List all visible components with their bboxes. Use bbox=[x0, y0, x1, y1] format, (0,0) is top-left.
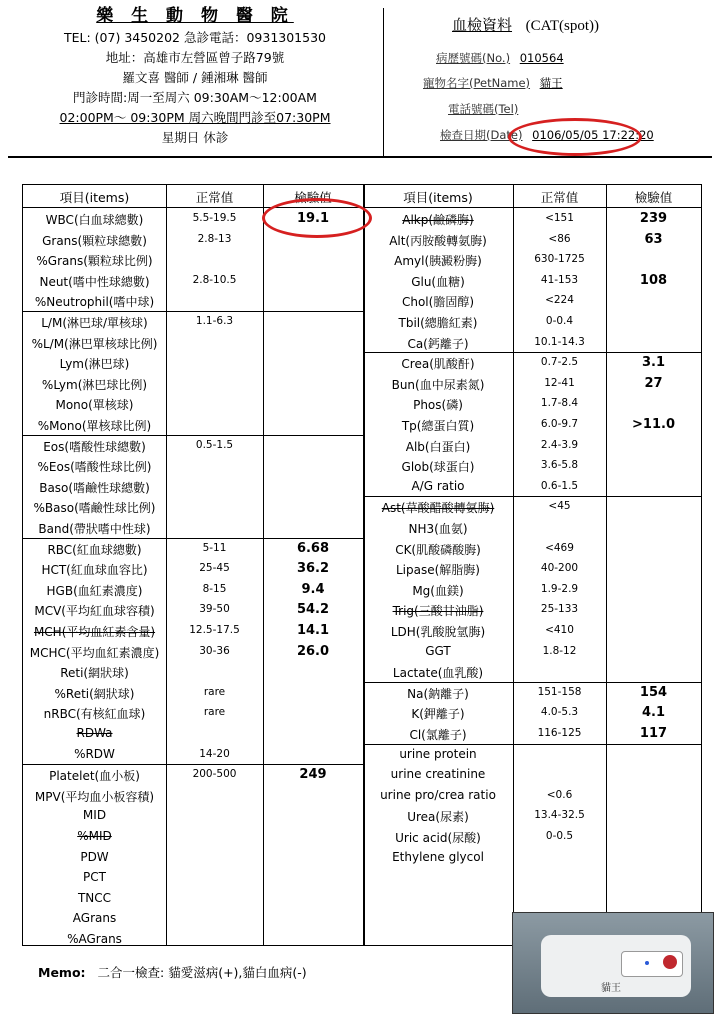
test-item-name: Tbil(總膽紅素) bbox=[398, 316, 478, 330]
clinic-phone: TEL: (07) 3450202 急診電話：0931301530 bbox=[64, 30, 326, 45]
test-item-name: Cl(氯離子) bbox=[409, 728, 467, 742]
test-item-name: %RDW bbox=[74, 746, 115, 761]
test-item-name: AGrans bbox=[72, 911, 117, 926]
test-item-name: %Baso(嗜鹼性球比例) bbox=[33, 501, 156, 516]
clinic-address: 地址：高雄市左營區曾子路79號 bbox=[105, 50, 285, 65]
test-result-value: 14.1 bbox=[296, 623, 330, 638]
section-rule bbox=[23, 311, 363, 312]
date-highlight-circle bbox=[508, 118, 642, 156]
column-header-value: 檢驗值 bbox=[634, 190, 673, 205]
test-item-name: Tp(總蛋白質) bbox=[401, 419, 475, 433]
normal-range: 1.7-8.4 bbox=[540, 397, 579, 410]
test-item-name: nRBC(有核紅血球) bbox=[43, 707, 146, 722]
test-item-name: L/M(淋巴球/單核球) bbox=[41, 316, 148, 330]
tel-label: 電話號碼(Tel) bbox=[448, 102, 519, 116]
column-divider bbox=[606, 185, 607, 945]
normal-range: <469 bbox=[545, 541, 574, 554]
normal-range: <45 bbox=[548, 500, 571, 513]
header-rule bbox=[8, 156, 712, 158]
normal-range: 10.1-14.3 bbox=[534, 335, 585, 348]
normal-range: 25-45 bbox=[199, 562, 230, 575]
column-header-items: 項目(items) bbox=[403, 190, 473, 205]
test-item-name: Urea(尿素) bbox=[407, 810, 469, 825]
test-item-name: Reti(網狀球) bbox=[60, 666, 129, 681]
normal-range: rare bbox=[203, 685, 226, 698]
test-item-name: A/G ratio bbox=[411, 478, 465, 493]
test-item-name: %Eos(嗜酸性球比例) bbox=[37, 460, 152, 475]
test-item-name: Chol(膽固醇) bbox=[401, 295, 475, 310]
test-item-name: Na(鈉離子) bbox=[407, 686, 469, 701]
test-kit-photo bbox=[512, 912, 714, 1014]
normal-range: rare bbox=[203, 706, 226, 719]
test-item-name: Trig(三酸甘油脂) bbox=[392, 604, 484, 619]
normal-range: 12-41 bbox=[544, 376, 575, 389]
clinic-doctors: 羅文喜 醫師 / 鍾湘琳 醫師 bbox=[122, 70, 268, 85]
normal-range: 4.0-5.3 bbox=[540, 706, 579, 719]
normal-range: 12.5-17.5 bbox=[189, 624, 240, 636]
test-item-name: MPV(平均血小板容積) bbox=[34, 789, 155, 804]
section-rule bbox=[363, 744, 701, 745]
normal-range: <0.6 bbox=[546, 788, 573, 801]
normal-range: 13.4-32.5 bbox=[534, 809, 585, 822]
test-item-name: Lipase(解脂脢) bbox=[396, 563, 480, 578]
test-item-name: LDH(乳酸脫氫脢) bbox=[390, 625, 486, 639]
test-result-value: 9.4 bbox=[301, 581, 325, 597]
section-rule bbox=[23, 538, 363, 539]
test-result-value: 154 bbox=[639, 684, 668, 700]
normal-range: 151-158 bbox=[537, 685, 582, 698]
column-header-normal: 正常值 bbox=[540, 190, 579, 205]
test-result-value: 63 bbox=[644, 231, 663, 247]
test-item-name: Glu(血糖) bbox=[411, 274, 465, 289]
test-item-name: urine protein bbox=[399, 746, 477, 761]
test-item-name: %Lym(淋巴球比例) bbox=[41, 377, 148, 392]
column-header-items: 項目(items) bbox=[59, 190, 130, 205]
test-item-name: CK(肌酸磷酸脢) bbox=[395, 542, 481, 557]
test-result-value: 117 bbox=[639, 726, 668, 741]
test-item-name: Crea(肌酸酐) bbox=[401, 357, 475, 372]
normal-range: 2.8-13 bbox=[197, 232, 232, 245]
test-item-name: %L/M(淋巴單核球比例) bbox=[31, 336, 158, 351]
normal-range: 200-500 bbox=[192, 768, 237, 781]
clinic-header bbox=[20, 4, 370, 148]
normal-range: 25-133 bbox=[540, 603, 579, 616]
test-result-value: 249 bbox=[299, 767, 327, 783]
section-rule bbox=[363, 352, 701, 353]
clinic-name: 樂 生 動 物 醫 院 bbox=[96, 6, 294, 26]
test-item-name: Mono(單核球) bbox=[55, 398, 134, 413]
test-item-name: %Neutrophil(嗜中球) bbox=[34, 295, 155, 310]
normal-range: 0.6-1.5 bbox=[540, 479, 579, 492]
test-item-name: PDW bbox=[80, 849, 109, 864]
test-item-name: %Reti(網狀球) bbox=[54, 686, 135, 701]
test-item-name: Alb(白蛋白) bbox=[405, 439, 471, 454]
test-result-value: 36.2 bbox=[296, 561, 330, 577]
pet-label: 寵物名字(PetName) bbox=[423, 76, 531, 90]
normal-range: 2.8-10.5 bbox=[192, 273, 237, 286]
test-item-name: Band(帶狀嗜中性球) bbox=[38, 522, 151, 536]
test-item-name: Uric acid(尿酸) bbox=[395, 831, 481, 845]
wbc-highlight-circle bbox=[262, 198, 372, 238]
test-item-name: Eos(嗜酸性球總數) bbox=[43, 439, 146, 454]
normal-range: 39-50 bbox=[199, 603, 230, 616]
normal-range: 30-36 bbox=[199, 644, 230, 657]
test-item-name: Platelet(血小板) bbox=[49, 769, 140, 784]
normal-range: 2.4-3.9 bbox=[540, 438, 579, 451]
pet-value: 貓王 bbox=[539, 76, 563, 90]
lab-results-table bbox=[22, 184, 702, 946]
test-item-name: RBC(紅血球總數) bbox=[47, 542, 142, 557]
test-item-name: Lym(淋巴球) bbox=[59, 357, 130, 372]
test-item-name: Grans(顆粒球總數) bbox=[42, 233, 147, 248]
column-header-normal: 正常值 bbox=[195, 190, 234, 205]
normal-range: 41-153 bbox=[540, 273, 579, 286]
test-item-name: WBC(白血球總數) bbox=[45, 213, 144, 227]
test-item-name: MCV(平均紅血球容積) bbox=[34, 604, 155, 619]
test-item-name: NH3(血氨) bbox=[408, 522, 468, 536]
test-item-name: MCHC(平均血紅素濃度) bbox=[29, 645, 160, 660]
normal-range: 6.0-9.7 bbox=[540, 418, 579, 430]
normal-range: 1.8-12 bbox=[542, 644, 577, 657]
result-dot bbox=[663, 955, 677, 969]
test-item-name: Glob(球蛋白) bbox=[401, 460, 475, 475]
test-item-name: Amyl(胰澱粉脢) bbox=[394, 254, 482, 269]
normal-range: 8-15 bbox=[202, 582, 227, 595]
normal-range: 5.5-19.5 bbox=[192, 212, 237, 224]
test-item-name: Alkp(鹼磷脢) bbox=[402, 213, 474, 227]
column-header-value: 檢驗值 bbox=[294, 190, 332, 205]
test-item-name: Ast(草酸醋酸轉氨脢) bbox=[381, 501, 495, 516]
test-item-name: TNCC bbox=[77, 890, 112, 905]
test-result-value: 54.2 bbox=[296, 602, 330, 618]
report-subtitle: (CAT(spot)) bbox=[525, 18, 599, 34]
test-item-name: Alt(丙胺酸轉氨脢) bbox=[389, 233, 487, 248]
test-item-name: Mg(血鎂) bbox=[412, 583, 464, 598]
normal-range: 116-125 bbox=[537, 727, 582, 739]
normal-range: 3.6-5.8 bbox=[540, 459, 579, 472]
normal-range: <410 bbox=[545, 624, 574, 636]
control-dot bbox=[645, 961, 649, 965]
test-item-name: Ethylene glycol bbox=[392, 849, 484, 864]
kit-handwriting: 貓王 bbox=[601, 983, 621, 994]
test-item-name: Lactate(血乳酸) bbox=[392, 666, 484, 681]
clinic-hours-3: 星期日 休診 bbox=[161, 130, 229, 145]
normal-range: 630-1725 bbox=[534, 253, 585, 266]
section-rule bbox=[363, 682, 701, 683]
normal-range: 0-0.4 bbox=[545, 315, 574, 327]
clinic-hours-1: 門診時間:周一至周六 09:30AM～12:00AM bbox=[73, 90, 317, 105]
test-item-name: MCH(平均血紅素含量) bbox=[33, 625, 156, 639]
test-result-value: 19.1 bbox=[296, 211, 330, 226]
header-divider bbox=[383, 8, 384, 156]
section-rule bbox=[23, 435, 363, 436]
test-item-name: Phos(磷) bbox=[413, 398, 463, 413]
normal-range: <86 bbox=[548, 232, 571, 245]
section-rule bbox=[23, 764, 363, 765]
normal-range: <224 bbox=[545, 294, 574, 307]
test-item-name: GGT bbox=[425, 643, 451, 658]
test-item-name: Neut(嗜中性球總數) bbox=[39, 274, 150, 289]
test-item-name: HCT(紅血球血容比) bbox=[41, 563, 148, 578]
test-item-name: RDWa bbox=[76, 726, 113, 740]
test-result-value: 4.1 bbox=[641, 705, 666, 721]
record-label: 病歷號碼(No.) bbox=[436, 51, 511, 65]
normal-range: 1.1-6.3 bbox=[195, 315, 234, 327]
normal-range: <151 bbox=[545, 212, 574, 224]
test-item-name: Bun(血中尿素氮) bbox=[391, 377, 485, 392]
test-item-name: %Mono(單核球比例) bbox=[37, 419, 152, 433]
normal-range: 40-200 bbox=[540, 562, 579, 575]
normal-range: 14-20 bbox=[199, 747, 230, 760]
test-item-name: urine creatinine bbox=[390, 767, 486, 782]
date-value: 0106/05/05 17:22:20 bbox=[532, 128, 654, 142]
clinic-hours-2: 02:00PM～ 09:30PM 周六晚間門診至07:30PM bbox=[59, 110, 331, 125]
test-result-value: >11.0 bbox=[632, 417, 675, 432]
test-item-name: Baso(嗜鹼性球總數) bbox=[39, 480, 150, 495]
test-item-name: Ca(鈣離子) bbox=[407, 336, 469, 351]
test-item-name: K(鉀離子) bbox=[411, 707, 465, 722]
test-kit bbox=[541, 935, 691, 997]
memo-label: Memo: bbox=[38, 965, 86, 980]
test-result-value: 27 bbox=[644, 375, 663, 391]
test-item-name: PCT bbox=[83, 870, 106, 885]
test-result-value: 108 bbox=[639, 272, 668, 288]
section-rule bbox=[363, 496, 701, 497]
test-item-name: urine pro/crea ratio bbox=[380, 787, 496, 802]
test-item-name: HGB(血紅素濃度) bbox=[46, 583, 143, 598]
normal-range: 0.5-1.5 bbox=[195, 438, 234, 451]
normal-range: 0-0.5 bbox=[545, 830, 574, 842]
test-result-value: 239 bbox=[639, 211, 668, 226]
normal-range: 1.9-2.9 bbox=[540, 582, 579, 595]
test-item-name: %AGrans bbox=[67, 932, 122, 946]
date-label: 檢查日期(Date) bbox=[440, 128, 523, 142]
test-item-name: MID bbox=[82, 808, 107, 823]
memo bbox=[38, 963, 307, 981]
normal-range: 5-11 bbox=[202, 541, 227, 554]
test-item-name: %MID bbox=[77, 829, 112, 843]
test-result-value: 26.0 bbox=[296, 643, 330, 659]
memo-text: 二合一檢查: 貓愛滋病(+),貓白血病(-) bbox=[97, 965, 307, 980]
record-value: 010564 bbox=[519, 51, 564, 65]
report-title: 血檢資料 bbox=[452, 18, 513, 34]
test-result-value: 3.1 bbox=[641, 355, 666, 371]
test-result-value: 6.68 bbox=[296, 540, 330, 556]
test-item-name: %Grans(顆粒球比例) bbox=[36, 254, 153, 269]
normal-range: 0.7-2.5 bbox=[540, 356, 579, 369]
